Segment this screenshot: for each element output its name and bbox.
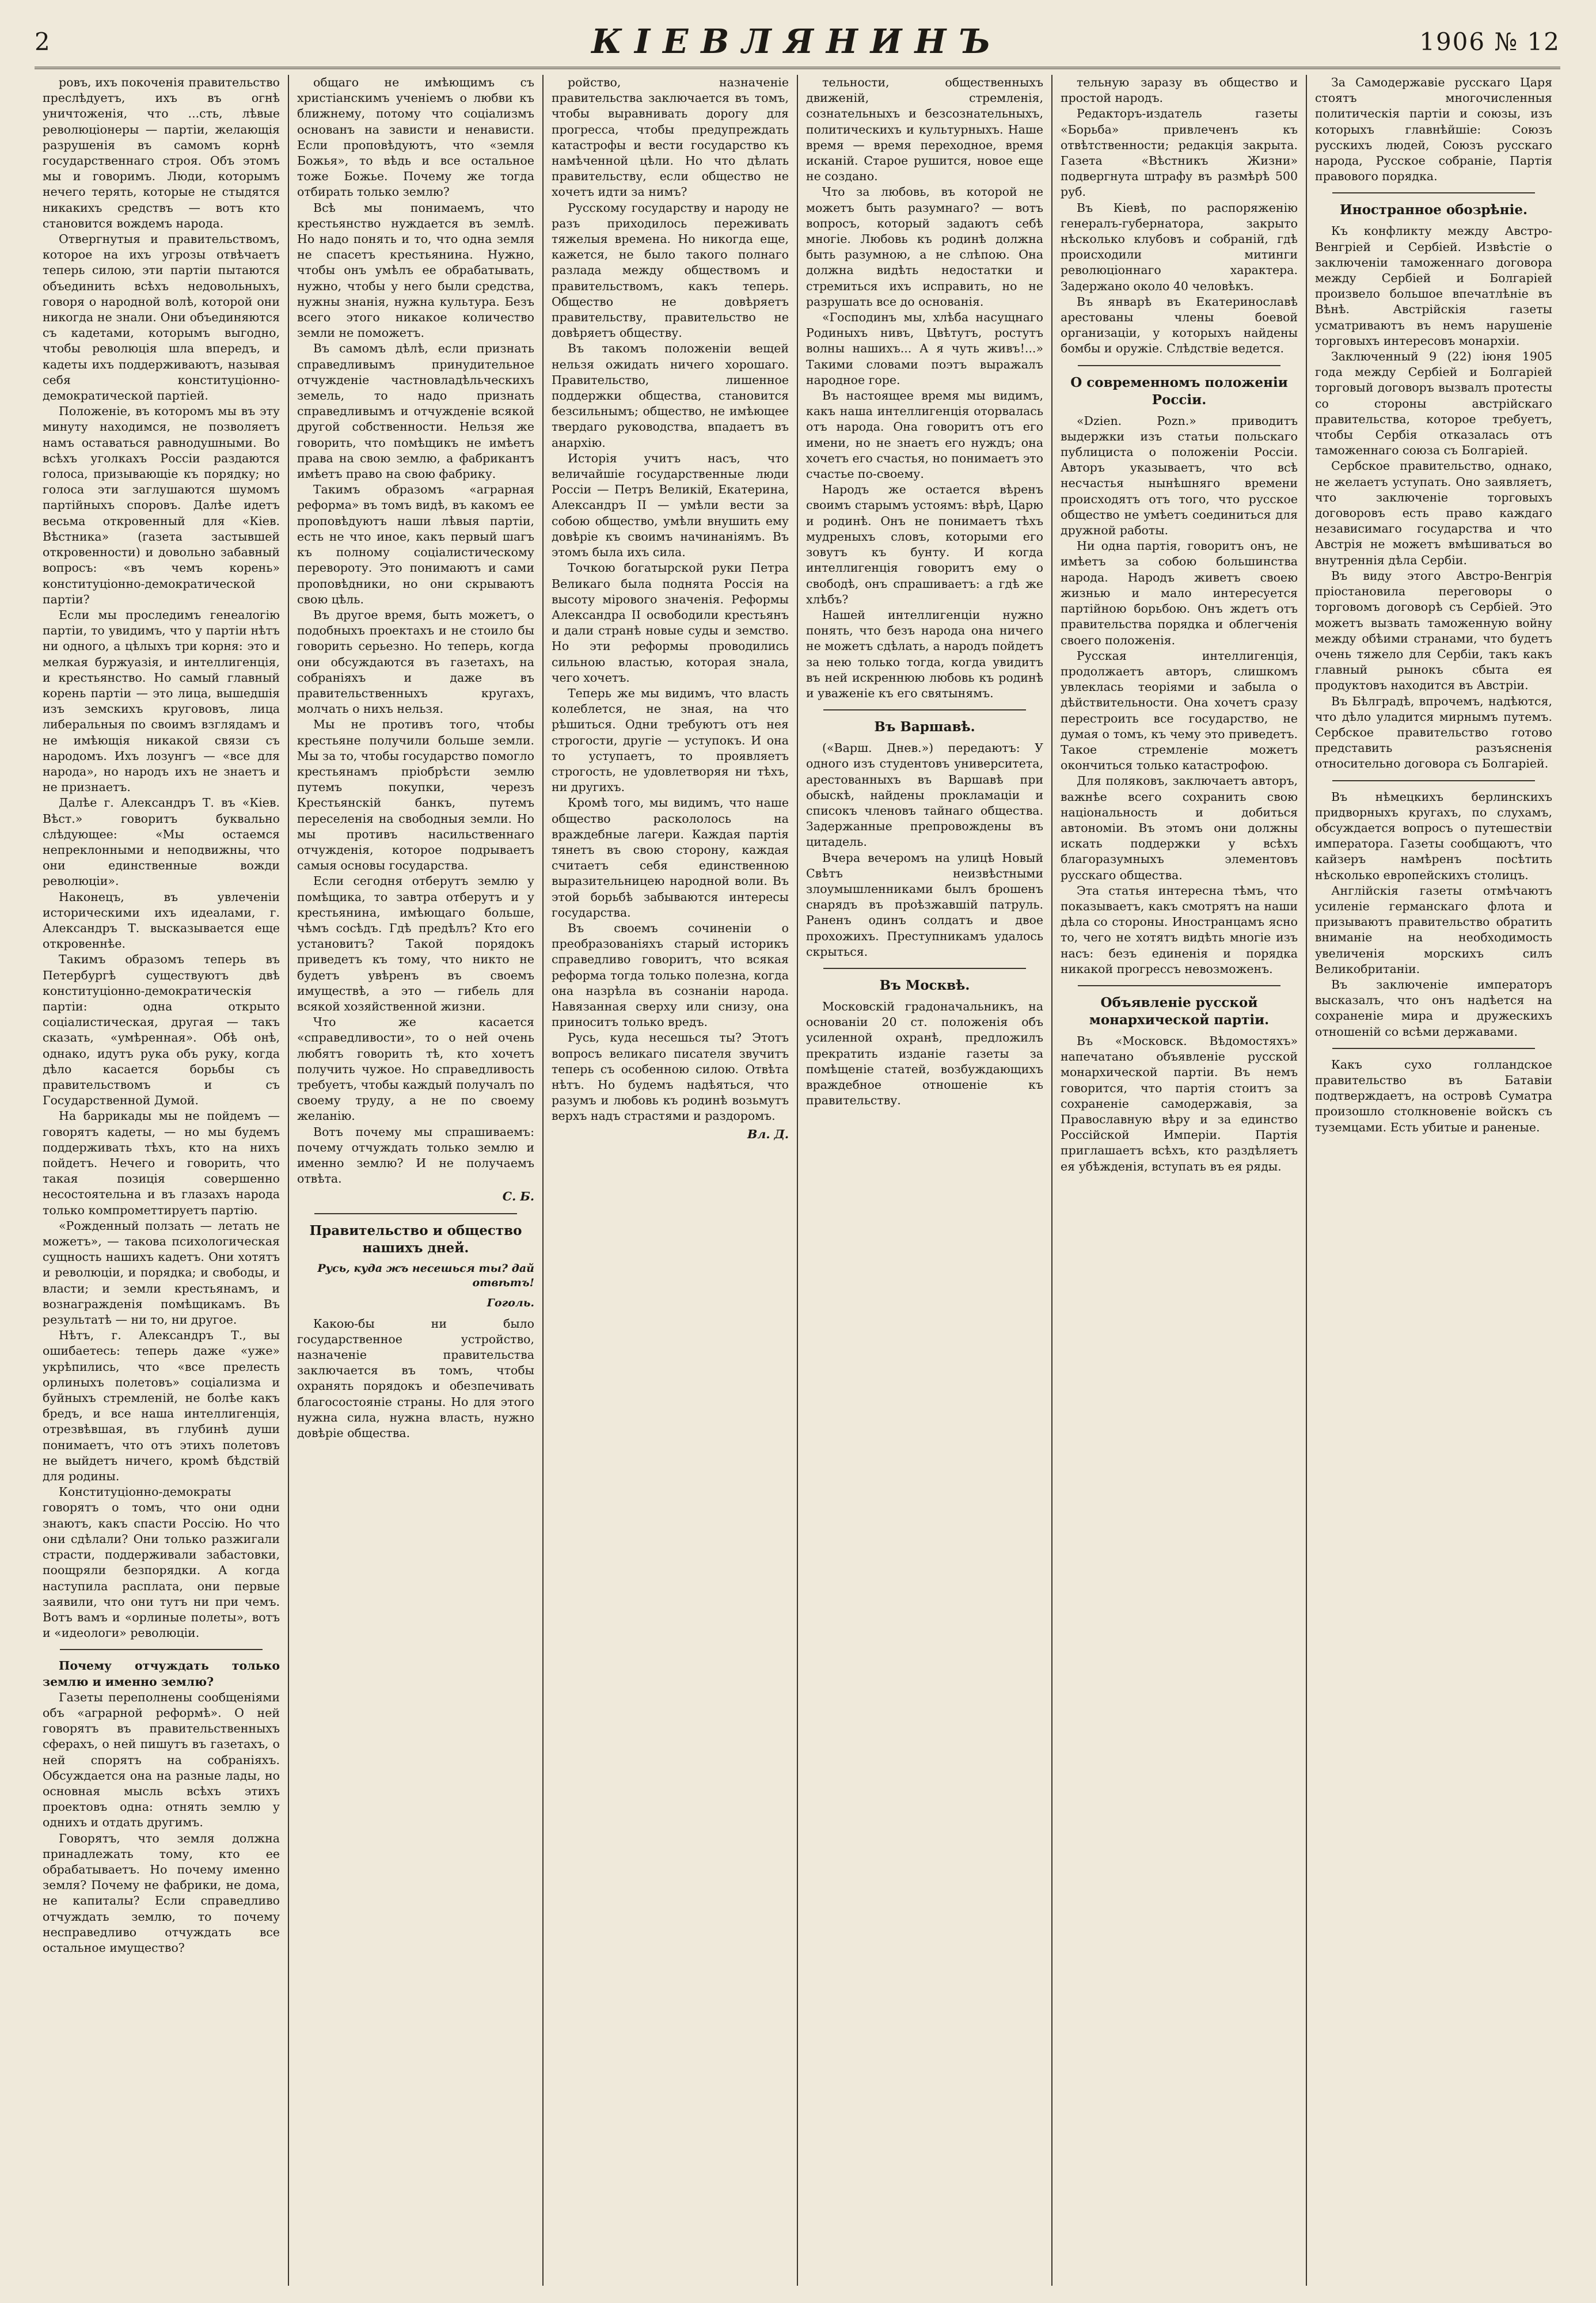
paragraph: Эта статья интересна тѣмъ, что показываетъ, какъ смотрятъ на наши дѣла со стороны. Иностранцамъ ясно то, чего не хотятъ видѣть многіе изъ насъ: безъ единенія и порядка никакой прогрессъ невозможенъ. — [1061, 883, 1298, 976]
paragraph: Русская интеллигенція, продолжаетъ авторъ, слишкомъ увлеклась теоріями и забыла о дѣйствительности. Она хочетъ сразу перестроить все государство, не думая о томъ, къ чему это приведетъ. Такое стремленіе можетъ окончиться только катастрофою. — [1061, 648, 1298, 773]
column-1 — [35, 75, 289, 2286]
paragraph: Вчера вечеромъ на улицѣ Новый Свѣтъ неизвѣстными злоумышленниками былъ брошенъ снарядъ въ проѣзжавшій патруль. Раненъ одинъ солдатъ и двое прохожихъ. Преступникамъ удалось скрыться. — [806, 850, 1043, 959]
paragraph: На баррикады мы не пойдемъ — говорятъ кадеты, — но мы будемъ поддерживать тѣхъ, кто на нихъ пойдетъ. Нечего и говорить, что такая позиція совершенно несостоятельна и въ глазахъ народа только компрометтируетъ партію. — [43, 1109, 280, 1217]
paragraph: «Dzien. Pozn.» приводитъ выдержки изъ статьи польскаго публициста о положеніи Россіи. Авторъ указываетъ, что всѣ несчастья нынѣшняго времени происходятъ отъ того, что русское общество не умѣетъ соединиться для дружной работы. — [1061, 413, 1298, 538]
paragraph: Въ своемъ сочиненіи о преобразованіяхъ старый историкъ справедливо говоритъ, что всякая реформа тогда только полезна, когда она назрѣла въ сознаніи народа. Навязанная сверху или снизу, она приноситъ только вредъ. — [552, 921, 789, 1029]
news-heading: Въ Москвѣ. — [879, 977, 970, 993]
paragraph: Въ виду этого Австро-Венгрія пріостановила переговоры о торговомъ договорѣ съ Сербіей. Это можетъ вызвать таможенную войну между обѣими странами, что будетъ очень тяжело для Сербіи, такъ какъ главный рынокъ сбыта ея продуктовъ находится въ Австріи. — [1315, 568, 1552, 693]
paragraph: Для поляковъ, заключаетъ авторъ, важнѣе всего сохранить свою національность и добиться автономіи. Въ этомъ они должны искать поддержки у всѣхъ благоразумныхъ элементовъ русскаго общества. — [1061, 774, 1298, 882]
paragraph: Если сегодня отберутъ землю у помѣщика, то завтра отберутъ и у крестьянина, имѣющаго больше, чѣмъ сосѣдъ. Гдѣ предѣлъ? Кто его установитъ? Такой порядокъ приведетъ къ тому, что никто не будетъ увѣренъ въ своемъ имуществѣ, а это — гибель для всякой хозяйственной жизни. — [297, 874, 534, 1013]
section-divider — [1078, 365, 1280, 366]
paragraph: Далѣе г. Александръ Т. въ «Кіев. Вѣст.» говоритъ буквально слѣдующее: «Мы остаемся непреклонными и неподвижны, что они единственные вожди революціи». — [43, 796, 280, 888]
section-divider — [1078, 985, 1280, 986]
page-header — [35, 16, 1560, 69]
paragraph: Въ нѣмецкихъ берлинскихъ придворныхъ кругахъ, по слухамъ, обсуждается вопросъ о путешествіи императора. Газеты сообщаютъ, что кайзеръ намѣренъ посѣтить нѣсколько европейскихъ столицъ. — [1315, 789, 1552, 882]
paragraph: Такимъ образомъ теперь въ Петербургѣ существуютъ двѣ конституціонно-демократическія партіи: одна открыто соціалистическая, другая — такъ сказать, «умѣренная». Обѣ онѣ, однако, идутъ рука объ руку, когда дѣло касается борьбы съ правительствомъ и съ Государственной Думой. — [43, 952, 280, 1108]
column-2 — [289, 75, 544, 2286]
page-number: 2 — [35, 27, 50, 56]
article-heading: Правительство и общество нашихъ дней. — [309, 1222, 522, 1256]
paragraph: Въ Бѣлградѣ, впрочемъ, надѣются, что дѣло уладится мирнымъ путемъ. Сербское правительство готово представить разъясненія относительно договора съ Болгаріей. — [1315, 694, 1552, 771]
issue-number: 1906 № 12 — [1419, 27, 1560, 56]
paragraph: («Варш. Днев.») передаютъ: У одного изъ студентовъ университета, арестованныхъ въ Варшавѣ при обыскѣ, найдены прокламаціи и списокъ членовъ тайнаго общества. Задержанные препровождены въ цитадель. — [806, 741, 1043, 849]
paragraph: тельную заразу въ общество и простой народъ. — [1061, 75, 1298, 105]
paragraph: Народъ же остается вѣренъ своимъ старымъ устоямъ: вѣрѣ, Царю и родинѣ. Онъ не понимаетъ тѣхъ мудреныхъ словъ, которыми его зовутъ къ бунту. И когда интеллигенція говоритъ ему о свободѣ, онъ спрашиваетъ: а гдѣ же хлѣбъ? — [806, 482, 1043, 606]
paragraph: ройство, назначеніе правительства заключается въ томъ, чтобы выравнивать дорогу для прогресса, чтобы предупреждать катастрофы и вести государство къ намѣченной цѣли. Но что дѣлать правительству, если общество не хочетъ идти за нимъ? — [552, 75, 789, 199]
epigraph-source: Гоголь. — [487, 1296, 534, 1309]
section-divider — [1332, 192, 1535, 193]
paragraph: Въ такомъ положеніи вещей нельзя ожидать ничего хорошаго. Правительство, лишенное поддержки общества, становится безсильнымъ; общество, не имѣющее твердаго руководства, впадаетъ въ анархію. — [552, 341, 789, 450]
paragraph: «Рожденный ползать — летать не можетъ», — такова психологическая сущность нашихъ кадетъ. Они хотятъ и революціи, и порядка; и свободы, и власти; и земли крестьянамъ, и вознагражденія помѣщикамъ. Въ результатѣ — ни то, ни другое. — [43, 1218, 280, 1327]
paragraph: Говорятъ, что земля должна принадлежать тому, кто ее обрабатываетъ. Но почему именно земля? Почему не фабрики, не дома, не капиталы? Если справедливо отчуждать землю, то почему несправедливо отчуждать все остальное имущество? — [43, 1831, 280, 1955]
author-signature: Вл. Д. — [747, 1127, 789, 1141]
paragraph: Теперь же мы видимъ, что власть колеблется, не зная, на что рѣшиться. Одни требуютъ отъ нея строгости, другіе — уступокъ. И она то уступаетъ, то проявляетъ строгость, не удовлетворяя ни тѣхъ, ни другихъ. — [552, 686, 789, 795]
paragraph: Мы не противъ того, чтобы крестьяне получили больше земли. Мы за то, чтобы государство помогло крестьянамъ пріобрѣсти землю путемъ покупки, черезъ Крестьянскій банкъ, путемъ переселенія на свободныя земли. Но мы противъ насильственнаго отчужденія, которое подрываетъ самыя основы государства. — [297, 717, 534, 873]
paragraph: Къ конфликту между Австро-Венгріей и Сербіей. Извѣстіе о заключеніи таможеннаго договора между Сербіей и Болгаріей произвело большое впечатлѣніе въ Вѣнѣ. Австрійскія газеты усматриваютъ въ немъ нарушеніе торговыхъ интересовъ монархіи. — [1315, 224, 1552, 348]
news-heading: О современномъ положеніи Россіи. — [1070, 374, 1288, 408]
paragraph: тельности, общественныхъ движеній, стремленія, сознательныхъ и безсознательныхъ, политическихъ и культурныхъ. Наше время — время переходное, время исканій. Старое рушится, новое еще не создано. — [806, 75, 1043, 184]
paragraph: Московскій градоначальникъ, на основаніи 20 ст. положенія объ усиленной охранѣ, предложилъ прекратить изданіе газеты за помѣщеніе статей, возбуждающихъ враждебное отношеніе къ правительству. — [806, 999, 1043, 1108]
paragraph: Русскому государству и народу не разъ приходилось переживать тяжелыя времена. Но никогда еще, кажется, не было такого полнаго разлада между обществомъ и правительствомъ, какъ теперь. Общество не довѣряетъ правительству, правительство не довѣряетъ обществу. — [552, 200, 789, 340]
news-heading: Въ Варшавѣ. — [874, 719, 975, 735]
paragraph: Конституціонно-демократы говорятъ о томъ, что они одни знаютъ, какъ спасти Россію. Но что они сдѣлали? Они только разжигали страсти, поддерживали забастовки, поощряли безпорядки. А когда наступила расплата, они первые заявили, что они тутъ ни при чемъ. Вотъ вамъ и «орлиные полеты», вотъ и «идеологи» революціи. — [43, 1485, 280, 1640]
paragraph: ровъ, ихъ покоченія правительство преслѣдуетъ, ихъ въ огнѣ уничтоженія, что ...сть, лѣвые революціонеры — партіи, желающія разрушенія въ самомъ корнѣ государственнаго строя. Объ этомъ мы и говоримъ. Люди, которымъ нечего терять, которые не стыдятся никакихъ средствъ — вотъ кто становится вождемъ народа. — [43, 75, 280, 230]
author-signature: С. Б. — [502, 1189, 534, 1204]
paragraph: Что за любовь, въ которой не можетъ быть разумнаго? — вотъ вопросъ, который задаютъ себѣ многіе. Любовь къ родинѣ должна быть разумною, а не слѣпою. Она должна видѣть недостатки и стремиться ихъ исправить, но не разрушать все до основанія. — [806, 185, 1043, 309]
section-divider — [1332, 780, 1535, 781]
paragraph: Русь, куда несешься ты? Этотъ вопросъ великаго писателя звучитъ теперь съ особенною силою. Отвѣта нѣтъ. Но будемъ надѣяться, что разумъ и любовь къ родинѣ возьмутъ верхъ надъ страстями и раздоромъ. — [552, 1031, 789, 1123]
paragraph: Редакторъ-издатель газеты «Борьба» привлеченъ къ отвѣтственности; редакція закрыта. Газета «Вѣстникъ Жизни» подвергнута штрафу въ размѣрѣ 500 руб. — [1061, 107, 1298, 199]
news-heading: Объявленіе русской монархической партіи. — [1089, 994, 1270, 1028]
paragraph: Нѣтъ, г. Александръ Т., вы ошибаетесь: теперь даже «уже» укрѣпились, что «все прелесть орлиныхъ полетовъ» соціализма и буйныхъ стремленій, не болѣе какъ бредъ, и все наша интеллигенція, отрезвѣвшая, въ глубинѣ души понимаетъ, что отъ этихъ полетовъ не выйдетъ ничего, кромѣ бѣдствій для родины. — [43, 1328, 280, 1484]
paragraph: Въ Кіевѣ, по распоряженію генералъ-губернатора, закрыто нѣсколько клубовъ и собраній, гдѣ происходили митинги революціоннаго характера. Задержано около 40 человѣкъ. — [1061, 200, 1298, 293]
paragraph: Англійскія газеты отмѣчаютъ усиленіе германскаго флота и призываютъ правительство обратить вниманіе на необходимость увеличенія морскихъ силъ Великобританіи. — [1315, 883, 1552, 976]
paragraph: Какою-бы ни было государственное устройство, назначеніе правительства заключается въ томъ, чтобы охранять порядокъ и обезпечивать благосостояніе страны. Но для этого нужна сила, нужна власть, нужно довѣріе общества. — [297, 1316, 534, 1441]
paragraph: Ни одна партія, говоритъ онъ, не имѣетъ за собою большинства народа. Народъ живетъ своею жизнью и мало интересуется партійною борьбою. Онъ ждетъ отъ правительства порядка и облегченія своего положенія. — [1061, 539, 1298, 647]
paragraph: Въ другое время, быть можетъ, о подобныхъ проектахъ и не стоило бы говорить серьезно. Но теперь, когда они обсуждаются въ газетахъ, на собраніяхъ и даже въ правительственныхъ кругахъ, молчать о нихъ нельзя. — [297, 607, 534, 716]
article-heading: Почему отчуждать только землю и именно землю? — [43, 1659, 280, 1689]
paragraph: Точкою богатырской руки Петра Великаго была поднята Россія на высоту мірового значенія. Реформы Александра II освободили крестьянъ и дали странѣ новые суды и земство. Но эти реформы проводились сильною властью, которая знала, чего хочетъ. — [552, 561, 789, 685]
epigraph: Русь, куда жъ несешься ты? дай отвѣтъ! — [317, 1261, 534, 1289]
paragraph: Всѣ мы понимаемъ, что крестьянство нуждается въ землѣ. Но надо понять и то, что одна земля не спасетъ крестьянина. Нужно, чтобы онъ умѣлъ ее обрабатывать, нужно, чтобы у него были средства, нужны знанія, нужна культура. Безъ всего этого никакое количество земли не поможетъ. — [297, 200, 534, 340]
paragraph: Заключенный 9 (22) іюня 1905 года между Сербіей и Болгаріей торговый договоръ вызвалъ протесты со стороны австрійскаго правительства, которое требуетъ, чтобы Сербія отказалась отъ таможеннаго союза съ Болгаріей. — [1315, 349, 1552, 458]
paragraph: Въ настоящее время мы видимъ, какъ наша интеллигенція оторвалась отъ народа. Она говоритъ отъ его имени, но не знаетъ его нуждъ; она хочетъ его счастья, но понимаетъ это счастье по-своему. — [806, 389, 1043, 481]
section-divider — [1332, 1048, 1535, 1049]
section-divider — [823, 709, 1026, 710]
column-3 — [544, 75, 798, 2286]
paragraph: Газеты переполнены сообщеніями объ «аграрной реформѣ». О ней говорятъ въ правительственныхъ сферахъ, о ней пишутъ въ газетахъ, о ней спорятъ на собраніяхъ. Обсуждается она на разные лады, но основная мысль всѣхъ этихъ проектовъ одна: отнять землю у однихъ и отдать другимъ. — [43, 1690, 280, 1830]
column-5 — [1052, 75, 1307, 2286]
column-4 — [798, 75, 1052, 2286]
paragraph: Въ самомъ дѣлѣ, если признать справедливымъ принудительное отчужденіе частновладѣльческихъ земель, то надо признать справедливымъ и отчужденіе всякой другой собственности. Нельзя же говорить, что помѣщикъ не имѣетъ права на свою землю, а фабрикантъ имѣетъ право на свою фабрику. — [297, 341, 534, 481]
paragraph: Сербское правительство, однако, не желаетъ уступать. Оно заявляетъ, что заключеніе торговыхъ договоровъ есть право каждаго независимаго государства и что Австрія не можетъ вмѣшиваться во внутреннія дѣла Сербіи. — [1315, 459, 1552, 567]
section-divider — [60, 1649, 263, 1650]
column-6 — [1307, 75, 1560, 2286]
paragraph: Въ заключеніе императоръ высказалъ, что онъ надѣется на сохраненіе мира и дружескихъ отношеній со всѣми державами. — [1315, 977, 1552, 1039]
paragraph: Исторія учитъ насъ, что величайшіе государственные люди Россіи — Петръ Великій, Екатерина, Александръ II — умѣли вести за собою общество, умѣли внушить ему довѣріе къ своимъ начинаніямъ. Въ этомъ была ихъ сила. — [552, 451, 789, 560]
section-divider — [823, 968, 1026, 969]
paragraph: Такимъ образомъ «аграрная реформа» въ томъ видѣ, въ какомъ ее проповѣдуютъ наши лѣвыя партіи, есть не что иное, какъ первый шагъ къ полному соціалистическому перевороту. Это понимаютъ и сами проповѣдники, но они скрываютъ свою цѣль. — [297, 482, 534, 606]
paragraph: Кромѣ того, мы видимъ, что наше общество раскололось на враждебные лагери. Каждая партія тянетъ въ свою сторону, каждая считаетъ себя единственною выразительницею народной воли. Въ этой борьбѣ забываются интересы государства. — [552, 796, 789, 919]
paragraph: Вотъ почему мы спрашиваемъ: почему отчуждать только землю и именно землю? И не получаемъ отвѣта. — [297, 1124, 534, 1186]
text-columns — [35, 75, 1560, 2286]
paragraph: «Господинъ мы, хлѣба насущнаго Родиныхъ нивъ, Цвѣтутъ, ростутъ волны нашихъ... А я чуть живъ!...» Такими словами поэтъ выражалъ народное горе. — [806, 310, 1043, 387]
paragraph: Въ январѣ въ Екатеринославѣ арестованы члены боевой организаціи, у которыхъ найдены бомбы и оружіе. Слѣдствіе ведется. — [1061, 294, 1298, 356]
paragraph: За Самодержавіе русскаго Царя стоятъ многочисленныя политическія партіи и союзы, изъ которыхъ главнѣйшіе: Союзъ русскихъ людей, Союзъ русскаго народа, Русское собраніе, Партія правового порядка. — [1315, 75, 1552, 184]
section-divider — [314, 1213, 517, 1214]
paragraph: Нашей интеллигенціи нужно понять, что безъ народа она ничего не можетъ сдѣлать, а народъ пойдетъ за нею только тогда, когда увидитъ въ ней искреннюю любовь къ родинѣ и уваженіе къ его святынямъ. — [806, 607, 1043, 700]
section-heading: Иностранное обозрѣніе. — [1340, 202, 1527, 218]
paragraph: Какъ сухо голландское правительство въ Батавіи подтверждаетъ, на островѣ Суматра произошло столкновеніе войскъ съ туземцами. Есть убитые и раненые. — [1315, 1057, 1552, 1134]
paragraph: Положеніе, въ которомъ мы въ эту минуту находимся, не позволяетъ намъ оставаться равнодушными. Во всѣхъ уголкахъ Россіи раздаются голоса, призывающіе къ порядку; но голоса эти заглушаются шумомъ партійныхъ споровъ. Далѣе идетъ весьма откровенный для «Кіев. Вѣстника» (газета застывшей откровенности) и довольно забавный вопросъ: «въ чемъ корень» конституціонно-демократической партіи? — [43, 404, 280, 606]
paragraph: Если мы проследимъ генеалогію партіи, то увидимъ, что у партіи нѣтъ ни одного, а цѣлыхъ три корня: это и мелкая буржуазія, и интеллигенція, и крестьянство. Но самый главный корень партіи — это лица, вышедшія изъ земскихъ кругововъ, лица либеральныя по своимъ взглядамъ и не имѣющія никакой связи съ народомъ. Ихъ лозунгъ — «все для народа», но народъ ихъ не знаетъ и не признаетъ. — [43, 607, 280, 795]
paragraph: общаго не имѣющимъ съ христіанскимъ ученіемъ о любви къ ближнему, потому что соціализмъ основанъ на зависти и ненависти. Если проповѣдуютъ, что «земля Божья», то вѣдь и все остальное тоже Божье. Почему же тогда отбирать только землю? — [297, 75, 534, 199]
masthead-title: КІЕВЛЯНИНЪ — [591, 22, 1004, 61]
paragraph: Наконецъ, въ увлеченіи историческими ихъ идеалами, г. Александръ Т. высказывается еще откровеннѣе. — [43, 890, 280, 951]
paragraph: Въ «Московск. Вѣдомостяхъ» напечатано объявленіе русской монархической партіи. Въ немъ говорится, что партія стоитъ за сохраненіе самодержавія, за Православную вѣру и за единство Россійской Имперіи. Партія приглашаетъ всѣхъ, кто раздѣляетъ ея убѣжденія, вступать въ ея ряды. — [1061, 1033, 1298, 1173]
paragraph: Что же касается «справедливости», то о ней очень любятъ говорить тѣ, кто хочетъ получить чужое. Но справедливость требуетъ, чтобы каждый получалъ по своему труду, а не по своему желанію. — [297, 1015, 534, 1123]
paragraph: Отвергнутыя и правительствомъ, которое на ихъ угрозы отвѣчаетъ теперь силою, эти партіи пытаются объединить всѣхъ недовольныхъ, говоря о народной волѣ, которой они никогда не знали. Они объединяются съ кадетами, которымъ выгодно, чтобы революція шла впередъ, и кадеты ихъ поддерживаютъ, называя себя конституціонно-демократической партіей. — [43, 232, 280, 403]
